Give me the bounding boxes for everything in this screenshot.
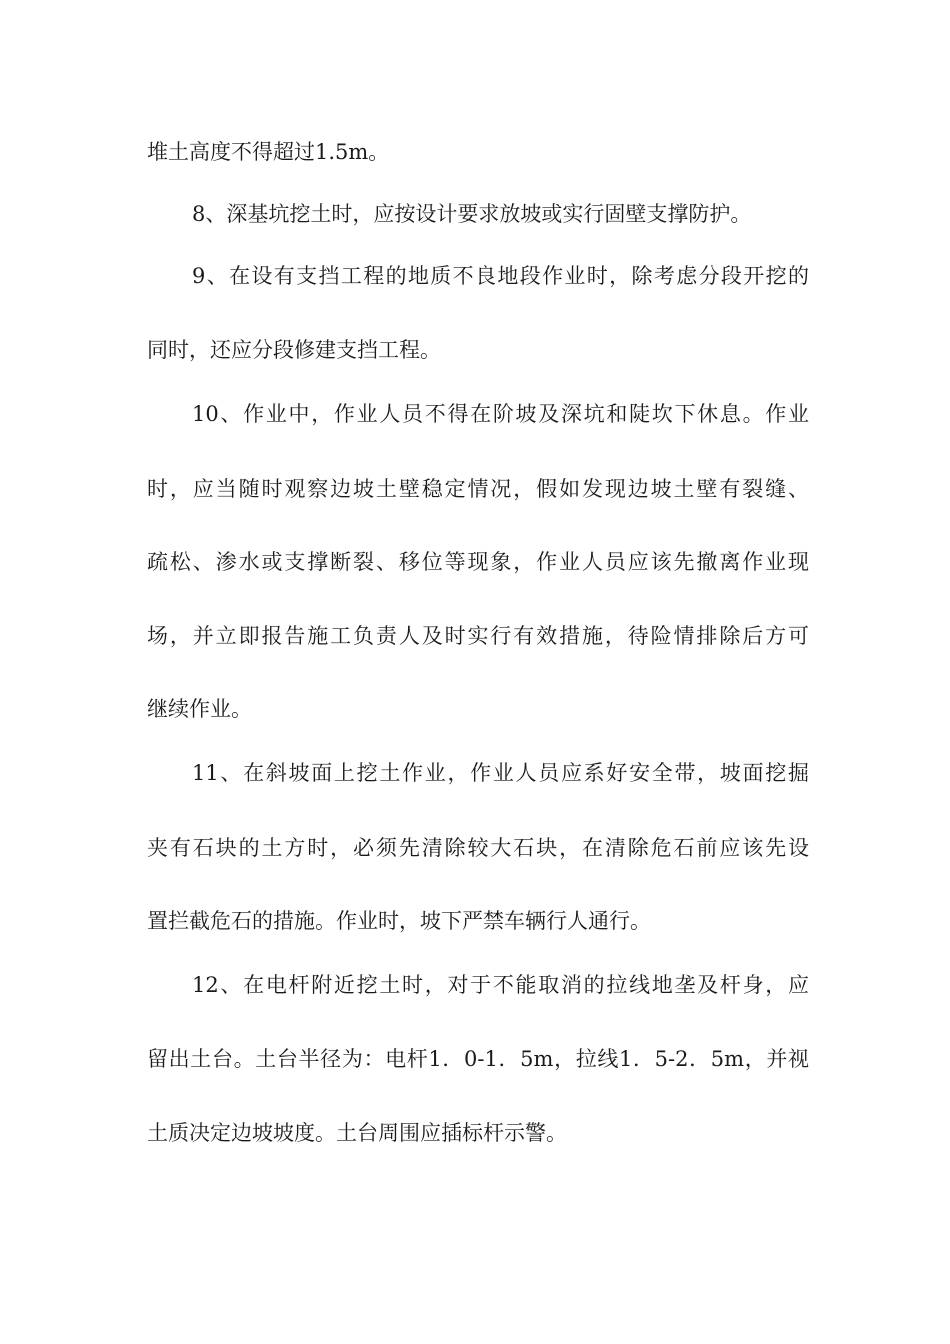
text-line: 疏松、渗水或支撑断裂、移位等现象，作业人员应该先撤离作业现 [147,550,809,574]
text-line: 同时，还应分段修建支挡工程。 [147,338,441,362]
text-line: 场，并立即报告施工负责人及时实行有效措施，待险情排除后方可 [147,624,809,648]
text-line: 土质决定边坡坡度。土台周围应插标杆示警。 [147,1121,567,1145]
text-line: 9、在设有支挡工程的地质不良地段作业时，除考虑分段开挖的 [192,264,809,288]
text-line: 12、在电杆附近挖土时，对于不能取消的拉线地垄及杆身，应 [192,973,809,997]
text-line: 置拦截危石的措施。作业时，坡下严禁车辆行人通行。 [147,909,651,933]
text-line: 堆土高度不得超过1.5m。 [147,140,390,164]
text-line: 夹有石块的土方时，必须先清除较大石块，在清除危石前应该先设 [147,836,809,860]
text-line: 10、作业中，作业人员不得在阶坡及深坑和陡坎下休息。作业 [192,402,809,426]
text-line: 继续作业。 [147,697,252,721]
text-line: 11、在斜坡面上挖土作业，作业人员应系好安全带，坡面挖掘 [192,761,809,785]
text-line: 8、深基坑挖土时，应按设计要求放坡或实行固壁支撑防护。 [192,202,752,226]
text-line: 时，应当随时观察边坡土壁稳定情况，假如发现边坡土壁有裂缝、 [147,477,809,501]
text-line: 留出土台。土台半径为：电杆1．0-1．5m，拉线1．5-2．5m，并视 [147,1047,809,1071]
